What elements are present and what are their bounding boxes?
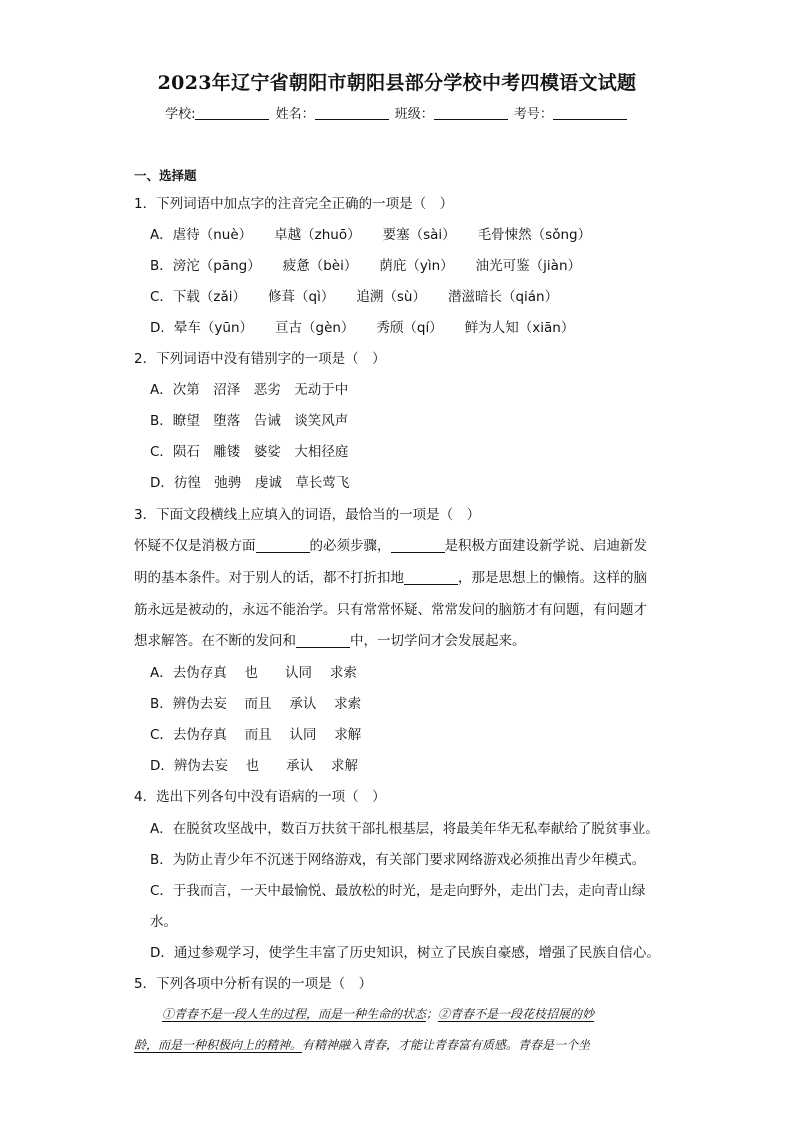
question-1-option-d[interactable] [150, 316, 574, 336]
underlined-sentence-1: ①青春不是一段人生的过程，而是一种生命的状态 [162, 1007, 427, 1021]
student-info-fields [0, 103, 794, 122]
underlined-sentence-2-continued: 龄，而是一种积极向上的精神。 [134, 1038, 303, 1052]
question-3-passage-line-2 [134, 566, 662, 586]
question-3-passage-line-1 [134, 534, 662, 554]
fill-blank-3[interactable] [404, 571, 458, 585]
question-1-option-c[interactable] [150, 285, 558, 305]
name-label: 姓名： [275, 107, 315, 122]
underlined-sentence-2: ②青春不是一段花枝招展的妙 [438, 1007, 595, 1021]
school-label: 学校: [165, 107, 196, 122]
question-3-passage-line-4 [134, 629, 662, 649]
option-b-item-1: B．滂沱（pāng） [150, 258, 261, 274]
question-3-stem: 3．下面文段横线上应填入的词语，最恰当的一项是（ ） [134, 507, 481, 523]
passage-text: 中，一切学问才会发展起来。 [350, 633, 526, 649]
class-label: 班级： [394, 107, 434, 122]
option-b-item-2: 疲惫（bèi） [282, 258, 358, 274]
question-4-option-c-continued: 水。 [150, 914, 177, 930]
school-blank[interactable] [195, 107, 269, 120]
question-3-passage-line-3: 筋永远是被动的，永远不能治学。只有常常怀疑、常常发问的脑筋才有问题，有问题才 [134, 602, 647, 618]
name-blank[interactable] [315, 107, 389, 120]
question-2-option-d[interactable]: D．彷徨 弛骋 虔诚 草长莺飞 [150, 475, 350, 491]
passage-text: 有精神融入青春，才能让青春富有质感。青春是一个坐 [302, 1038, 591, 1052]
passage-text: 的必须步骤， [309, 538, 391, 554]
question-4-stem: 4．选出下列各句中没有语病的一项（ ） [134, 789, 386, 805]
question-3-option-d[interactable]: D．辨伪去妄 也 承认 求解 [150, 758, 358, 774]
question-5-passage-line-2 [134, 1036, 662, 1053]
option-b-item-4: 油光可鉴（jiàn） [475, 258, 582, 274]
question-5-passage-line-1 [134, 1005, 662, 1022]
question-3-option-a[interactable]: A．去伪存真 也 认同 求索 [150, 665, 357, 681]
question-3-option-b[interactable]: B．辨伪去妄 而且 承认 求索 [150, 696, 362, 712]
exam-no-label: 考号： [513, 107, 553, 122]
option-d-item-4: 鲜为人知（xiān） [464, 320, 575, 336]
question-1-stem: 1．下列词语中加点字的注音完全正确的一项是（ ） [134, 196, 454, 212]
question-4-option-d[interactable]: D．通过参观学习，使学生丰富了历史知识，树立了民族自豪感，增强了民族自信心。 [150, 945, 660, 961]
question-4-option-b[interactable]: B．为防止青少年不沉迷于网络游戏，有关部门要求网络游戏必须推出青少年模式。 [150, 852, 646, 868]
question-4-option-c[interactable]: C．于我而言，一天中最愉悦、最放松的时光，是走向野外，走出门去，走向青山绿 [150, 883, 646, 899]
option-c-item-2: 修葺（qì） [268, 289, 335, 305]
question-3-option-c[interactable]: C．去伪存真 而且 认同 求解 [150, 727, 362, 743]
option-c-item-3: 追溯（sù） [356, 289, 426, 305]
option-d-item-1: D．晕车（yūn） [150, 320, 253, 336]
option-a-item-2: 卓越（zhuō） [274, 227, 361, 243]
passage-text: 明的基本条件。对于别人的话，都不打折扣地 [134, 570, 404, 586]
passage-text: 想求解答。在不断的发问和 [134, 633, 296, 649]
fill-blank-4[interactable] [296, 634, 350, 648]
page-title: 2023年辽宁省朝阳市朝阳县部分学校中考四模语文试题 [157, 72, 637, 94]
option-a-item-3: 要塞（sài） [382, 227, 456, 243]
option-d-item-3: 秀颀（qí） [376, 320, 443, 336]
option-d-item-2: 亘古（gèn） [275, 320, 355, 336]
question-2-option-b[interactable]: B．瞭望 堕落 告诫 谈笑风声 [150, 413, 349, 429]
section-heading: 一、选择题 [134, 168, 197, 183]
question-1-option-a[interactable] [150, 223, 591, 243]
question-5-stem: 5．下列各项中分析有误的一项是（ ） [134, 976, 373, 992]
passage-text: ； [426, 1007, 439, 1021]
option-b-item-3: 荫庇（yìn） [379, 258, 454, 274]
option-a-item-1: A．虐待（nuè） [150, 227, 253, 243]
question-1-option-b[interactable] [150, 254, 581, 274]
option-c-item-4: 潜滋暗长（qián） [447, 289, 559, 305]
option-a-item-4: 毛骨悚然（sǒng） [477, 227, 592, 243]
exam-no-blank[interactable] [553, 107, 627, 120]
question-2-option-a[interactable]: A．次第 沼泽 恶劣 无动于中 [150, 382, 349, 398]
question-2-option-c[interactable]: C．陨石 雕镂 婆娑 大相径庭 [150, 444, 349, 460]
passage-text: 是积极方面建设新学说、启迪新发 [444, 538, 647, 554]
option-c-item-1: C．下载（zǎi） [150, 289, 247, 305]
question-2-stem: 2．下列词语中没有错别字的一项是（ ） [134, 351, 386, 367]
class-blank[interactable] [434, 107, 508, 120]
passage-text: 怀疑不仅是消极方面 [134, 538, 256, 554]
fill-blank-1[interactable] [256, 539, 310, 553]
passage-text: ，那是思想上的懒惰。这样的脑 [458, 570, 647, 586]
fill-blank-2[interactable] [391, 539, 445, 553]
question-4-option-a[interactable]: A．在脱贫攻坚战中，数百万扶贫干部扎根基层，将最美年华无私奉献给了脱贫事业。 [150, 821, 659, 837]
